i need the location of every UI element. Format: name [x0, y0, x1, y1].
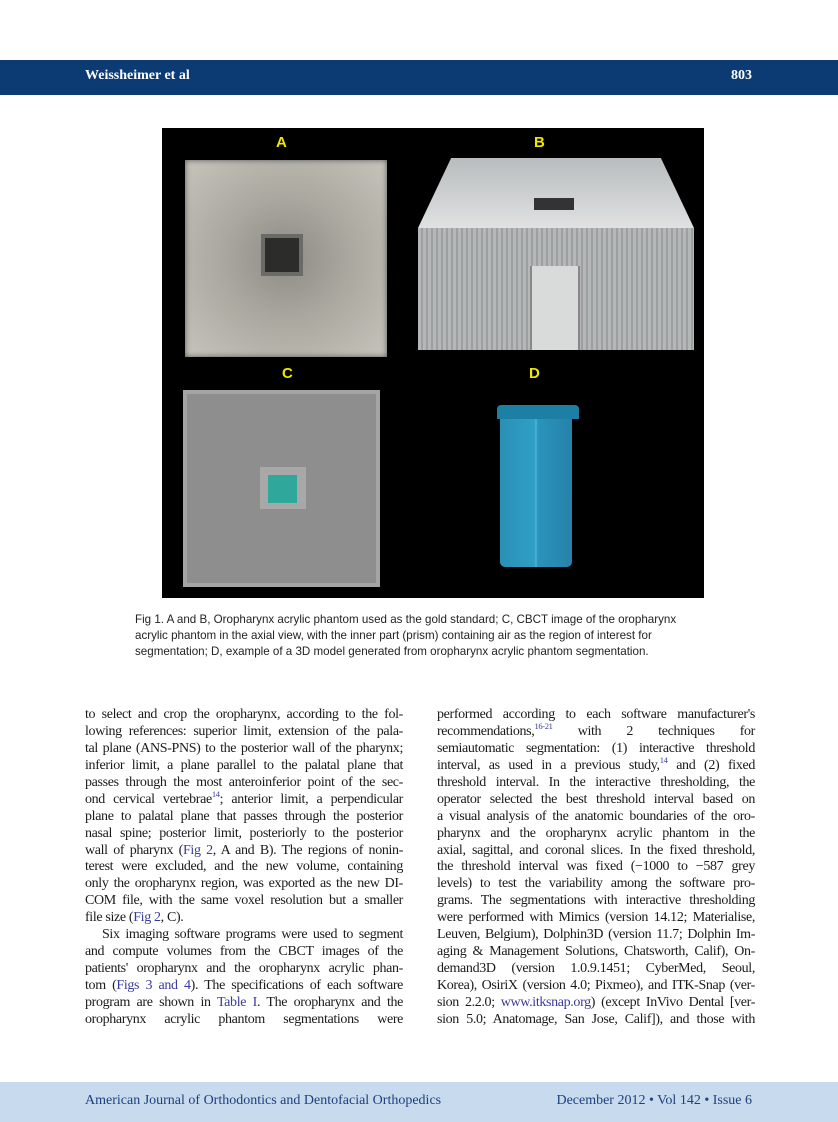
region-of-interest: [268, 475, 297, 503]
text-line: plane to palatal plane that passes through the posterior: [85, 808, 403, 824]
text-line: demand3D (version 1.0.9.1451; CyberMed, Seoul,: [437, 961, 755, 977]
body-column-right: [437, 707, 755, 1029]
phantom-inner-prism: [530, 266, 580, 350]
panel-label-b: B: [534, 134, 545, 151]
text-line: a visual analysis of the anatomic boundaries of the oro-: [437, 808, 755, 824]
panel-a-phantom-top-view: [185, 160, 387, 357]
text-line: interval, as used in a previous study,$^{14}$ and (2) fixed: [437, 754, 756, 773]
text-line: tal plane (ANS-PNS) to the posterior wall of the pharynx;: [85, 740, 403, 756]
figure-1: [162, 128, 704, 598]
figure-caption: Fig 1. A and B, Oropharynx acrylic phantom used as the gold standard; C, CBCT image of the oropharynx acrylic phantom in the axial view, with the inner part (prism) containing air as the region of interest for segmentation; D, example of a 3D model generated from oropharynx acrylic phantom segmentation.: [135, 613, 677, 658]
text-line: the threshold interval was fixed (−1000 to −587 grey: [437, 859, 755, 875]
text-line: tom (Figs 3 and 4). The specifications of each software: [85, 978, 404, 993]
phantom-top-opening: [534, 198, 574, 210]
citation-superscript[interactable]: 16-21: [534, 720, 553, 731]
text-line: pharynx and the oropharynx acrylic phantom in the: [437, 825, 755, 841]
text-line: Korea), OsiriX (version 4.0; Pixmeo), and ITK-Snap (ver-: [437, 978, 755, 993]
body-column-left: [85, 707, 403, 1029]
text-line: axial, sagittal, and coronal slices. In the fixed threshold,: [437, 842, 755, 858]
model-body: [500, 417, 572, 567]
phantom-prism-opening: [261, 234, 303, 276]
panel-label-a: A: [276, 134, 287, 151]
cross-reference-link[interactable]: www.itksnap.org: [500, 994, 591, 1010]
text-line: COM file, with the same voxel resolution but a smaller: [85, 893, 403, 909]
text-line: terest were excluded, and the new volume, containing: [85, 859, 403, 875]
text-line: inferior limit, a plane parallel to the palatal plane that: [85, 757, 403, 773]
text-line: lowing references: superior limit, extension of the pala-: [85, 723, 403, 739]
cross-reference-link[interactable]: Fig 2: [182, 842, 213, 858]
text-line: operator selected the best threshold interval based on: [437, 791, 755, 807]
page-number: 803: [731, 68, 752, 83]
running-header: [0, 60, 838, 95]
panel-d-3d-model: [497, 405, 571, 567]
text-line: file size (Fig 2, C).: [85, 910, 184, 926]
issue-info: December 2012 • Vol 142 • Issue 6: [556, 1093, 752, 1108]
panel-label-c: C: [282, 365, 293, 382]
text-line: program are shown in Table I. The oropharynx and the: [85, 994, 403, 1010]
text-line: sion 5.0; Anatomage, San Jose, Calif]), and those with: [437, 1011, 755, 1027]
text-line: recommendations,$^{16-21}$ with 2 techniques for: [437, 720, 755, 739]
text-line: ond cervical vertebrae$^{14}$; anterior limit, a perpendicular: [85, 788, 403, 807]
cross-reference-link[interactable]: Table I: [216, 994, 257, 1010]
journal-name: American Journal of Orthodontics and Dentofacial Orthopedics: [85, 1093, 442, 1108]
text-line: patients' oropharynx and the oropharynx acrylic phan-: [85, 961, 403, 977]
text-line: wall of pharynx (Fig 2, A and B). The regions of nonin-: [85, 842, 404, 858]
text-line: nasal spine; posterior limit, posteriorly to the posterior: [85, 825, 403, 841]
model-top: [497, 405, 579, 419]
text-line: performed according to each software manufacturer's: [437, 707, 755, 722]
panel-label-d: D: [529, 365, 540, 382]
text-line: grams. The segmentations with interactive thresholding: [437, 893, 755, 909]
phantom-top-face: [418, 158, 694, 228]
text-line: oropharynx acrylic phantom segmentations were: [85, 1011, 403, 1027]
text-line: and compute volumes from the CBCT images of the: [85, 944, 403, 960]
text-line: levels) to test the variability among the software pro-: [437, 876, 755, 892]
text-line: Six imaging software programs were used to segment: [102, 927, 403, 943]
panel-b-phantom-perspective: [418, 158, 694, 350]
text-line: aging & Management Solutions, Chatsworth, Calif), On-: [437, 944, 755, 960]
citation-superscript[interactable]: 14: [211, 788, 220, 799]
running-footer: [0, 1082, 838, 1122]
cross-reference-link[interactable]: Fig 2: [133, 910, 161, 926]
text-line: semiautomatic segmentation: (1) interactive threshold: [437, 740, 755, 756]
text-line: to select and crop the oropharynx, according to the fol-: [85, 707, 403, 722]
cross-reference-link[interactable]: Figs 3 and 4: [116, 978, 191, 993]
text-line: sion 2.2.0; www.itksnap.org) (except InVivo Dental [ver-: [437, 994, 756, 1010]
text-line: only the oropharynx region, was exported as the new DI-: [85, 876, 403, 892]
text-line: Leuven, Belgium), Dolphin3D (version 11.7; Dolphin Im-: [437, 927, 755, 943]
text-line: were performed with Mimics (version 14.12; Materialise,: [437, 910, 755, 926]
citation-superscript[interactable]: 14: [659, 754, 668, 765]
panel-c-cbct-axial: [183, 390, 380, 587]
text-line: threshold interval. In the interactive thresholding, the: [437, 774, 755, 790]
text-line: passes through the most anteroinferior point of the sec-: [85, 774, 403, 790]
running-header-authors: Weissheimer et al: [85, 68, 190, 83]
